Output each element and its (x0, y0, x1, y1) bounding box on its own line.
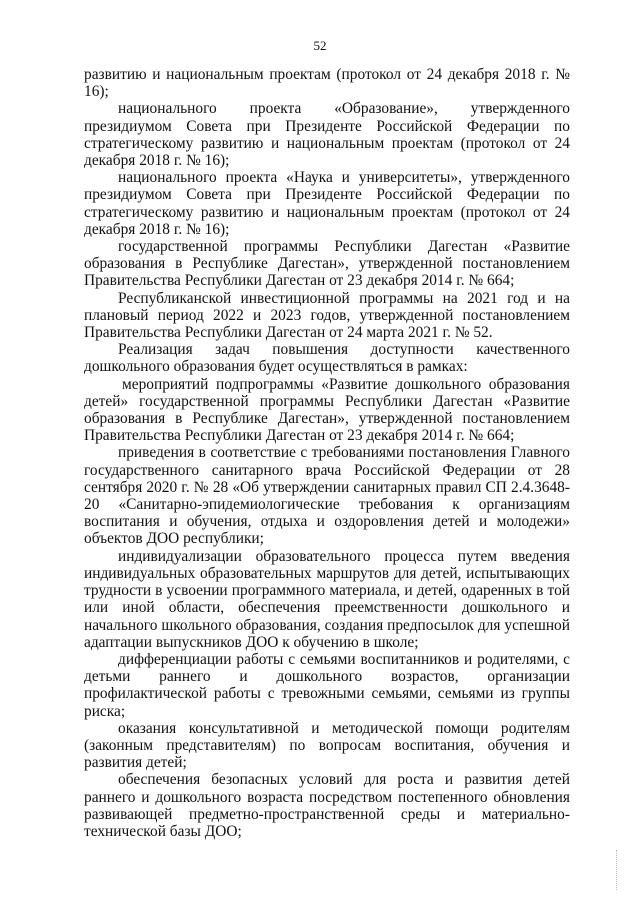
document-body (84, 66, 570, 840)
paragraph-sanitary-requirements: приведения в соответствие с требованиями постановления Главного государственного санитарного врача Российской Федерации от 28 сентября 2020 г. № 28 «Об утверждении санитарных правил СП 2.4.3648-20 «Санитарно-эпидемиологические требования к организациям воспитания и обучения, отдыха и оздоровления детей и молодежи» объектов ДОО республики; (84, 444, 570, 548)
paragraph-continuation: развитию и национальным проектам (протокол от 24 декабря 2018 г. № 16); (84, 66, 570, 101)
paragraph-individualization: индивидуализации образовательного процесса путем введения индивидуальных образовательных маршрутов для детей, испытывающих трудности в усвоении программного материала, и детей, одаренных в той или иной области, обеспечения преемственности дошкольного и начального школьного образования, создания предпосылок для успешной адаптации выпускников ДОО к обучению в школе; (84, 547, 570, 651)
paragraph-parent-support: оказания консультативной и методической помощи родителям (законным представителям) по вопросам воспитания, обучения и развития детей; (84, 719, 570, 772)
page-number: 52 (313, 38, 327, 53)
paragraph-subprogram-activities: мероприятий подпрограммы «Развитие дошкольного образования детей» государственной программы Республики Дагестан «Развитие образования в Республике Дагестан», утвержденной постановлением Правительства Республики Дагестан от 23 декабря 2014 г. № 664; (84, 375, 570, 445)
paragraph-investment-program: Республиканской инвестиционной программы на 2021 год и на плановый период 2022 и 2023 годов, утвержденной постановлением Правительства Республики Дагестан от 24 марта 2021 г. № 52. (84, 289, 570, 342)
paragraph-national-project-science: национального проекта «Наука и университеты», утвержденного президиумом Совета при Президенте Российской Федерации по стратегическому развитию и национальным проектам (протокол от 24 декабря 2018 г. № 16); (84, 169, 570, 238)
paragraph-family-work: дифференциации работы с семьями воспитанников и родителями, с детьми раннего и дошкольного возрастов, организации профилактической работы с тревожными семьями, семьями из группы риска; (84, 650, 570, 720)
scan-edge-mark (616, 850, 618, 890)
paragraph-national-project-education: национального проекта «Образование», утвержденного президиумом Совета при Президенте Российской Федерации по стратегическому развитию и национальным проектам (протокол от 24 декабря 2018 г. № 16); (84, 100, 570, 170)
paragraph-state-program: государственной программы Республики Дагестан «Развитие образования в Республике Дагестан», утвержденной постановлением Правительства Республики Дагестан от 23 декабря 2014 г. № 664; (84, 238, 570, 290)
paragraph-implementation-intro: Реализация задач повышения доступности качественного дошкольного образования будет осуществляться в рамках: (84, 341, 570, 376)
paragraph-safe-conditions: обеспечения безопасных условий для роста и развития детей раннего и дошкольного возраста посредством постепенного обновления развивающей предметно-пространственной среды и материально-технической базы ДОО; (84, 771, 570, 840)
